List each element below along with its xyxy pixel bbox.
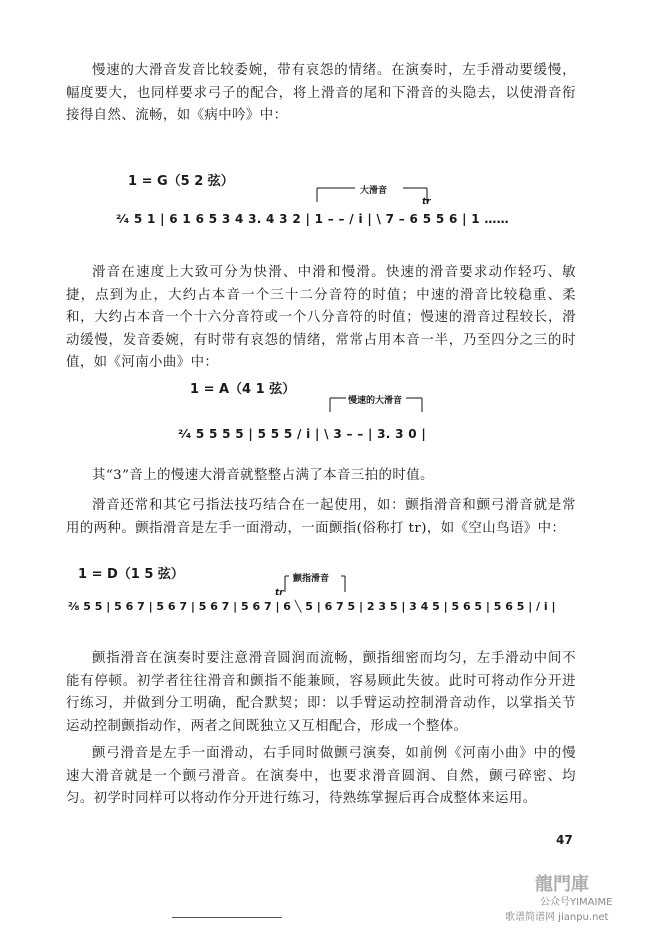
example-3-key: 1 = D（1 5 弦） bbox=[78, 567, 184, 582]
example-3-score: ²⁄₈ 5 5 | 5 6 7 | 5 6 7 | 5 6 7 | 5 6 7 | 6 ╲ 5 | 6 7 5 | 2 3 5 | 3 4 5 | 5 6 5 | 5 6 5 | / i | bbox=[68, 600, 556, 613]
example-2-marker: 慢速的大滑音 bbox=[348, 396, 403, 406]
example-2-score: ²⁄₄ 5 5 5 5 | 5 5 5 / i | \ 3 – – | 3. 3 0 | bbox=[178, 427, 427, 441]
paragraph-1: 慢速的大滑音发音比较委婉，带有哀怨的情绪。在演奏时，左手滑动要缓慢，幅度要大，也同样要求弓子的配合，将上滑音的尾和下滑音的头隐去，以使滑音衔接得自然、流畅，如《病中吟》中： bbox=[66, 63, 576, 123]
paragraph-5: 颤指滑音在演奏时要注意滑音圆润而流畅，颤指细密而均匀，左手滑动中间不能有停顿。初学者往往滑音和颤指不能兼顾，容易顾此失彼。此时可将动作分开进行练习，并做到分工明确，配合默契；即：以手臂运动控制滑音动作，以掌指关节运动控制颤指动作，两者之间既独立又互相配合，形成一个整体。 bbox=[66, 651, 576, 734]
example-1-key: 1 = G（5 2 弦） bbox=[128, 174, 234, 189]
paragraph-3: 其“3”音上的慢速大滑音就整整占满了本音三拍的时值。 bbox=[92, 468, 434, 483]
example-1-marker: 大滑音 bbox=[360, 186, 388, 196]
paragraph-6: 颤弓滑音是左手一面滑动，右手同时做颤弓演奏，如前例《河南小曲》中的慢速大滑音就是一个颤弓滑音。在演奏中，也要求滑音圆润、自然，颤弓碎密、均匀。初学时同样可以将动作分开进行练习，待熟练掌握后再合成整体来运用。 bbox=[66, 746, 576, 806]
example-1-score: ²⁄₄ 5 1 | 6 1 6 5 3 4 3. 4 3 2 | 1 – – / i | \ 7 – 6 5 5 6 | 1 …… bbox=[116, 212, 509, 226]
watermark-line1: 公众号YIMAIME bbox=[540, 897, 613, 908]
example-2-key: 1 = A（4 1 弦） bbox=[190, 382, 296, 397]
watermark-logo: 龍門庫 bbox=[535, 874, 589, 895]
example-3-marker: 颤指滑音 bbox=[293, 574, 330, 584]
page-number: 47 bbox=[556, 833, 573, 847]
footer-rule bbox=[172, 917, 282, 918]
example-3-trill-marker: tr bbox=[275, 588, 284, 598]
example-1-trill-marker: tr bbox=[422, 197, 431, 207]
watermark-line2: 歌谱简谱网 jianpu.net bbox=[505, 912, 609, 923]
paragraph-2: 滑音在速度上大致可分为快滑、中滑和慢滑。快速的滑音要求动作轻巧、敏捷，点到为止，大约占本音一个三十二分音符的时值；中速的滑音比较稳重、柔和，大约占本音一个十六分音符或一个八分音符的时值；慢速的滑音过程较长，滑动缓慢，发音委婉，有时带有哀怨的情绪，常常占用本音一半，乃至四分之三的时值，如《河南小曲》中： bbox=[66, 265, 576, 370]
paragraph-4: 滑音还常和其它弓指法技巧结合在一起使用，如：颤指滑音和颤弓滑音就是常用的两种。颤指滑音是左手一面滑动，一面颤指(俗称打 tr)，如《空山鸟语》中： bbox=[66, 498, 576, 536]
